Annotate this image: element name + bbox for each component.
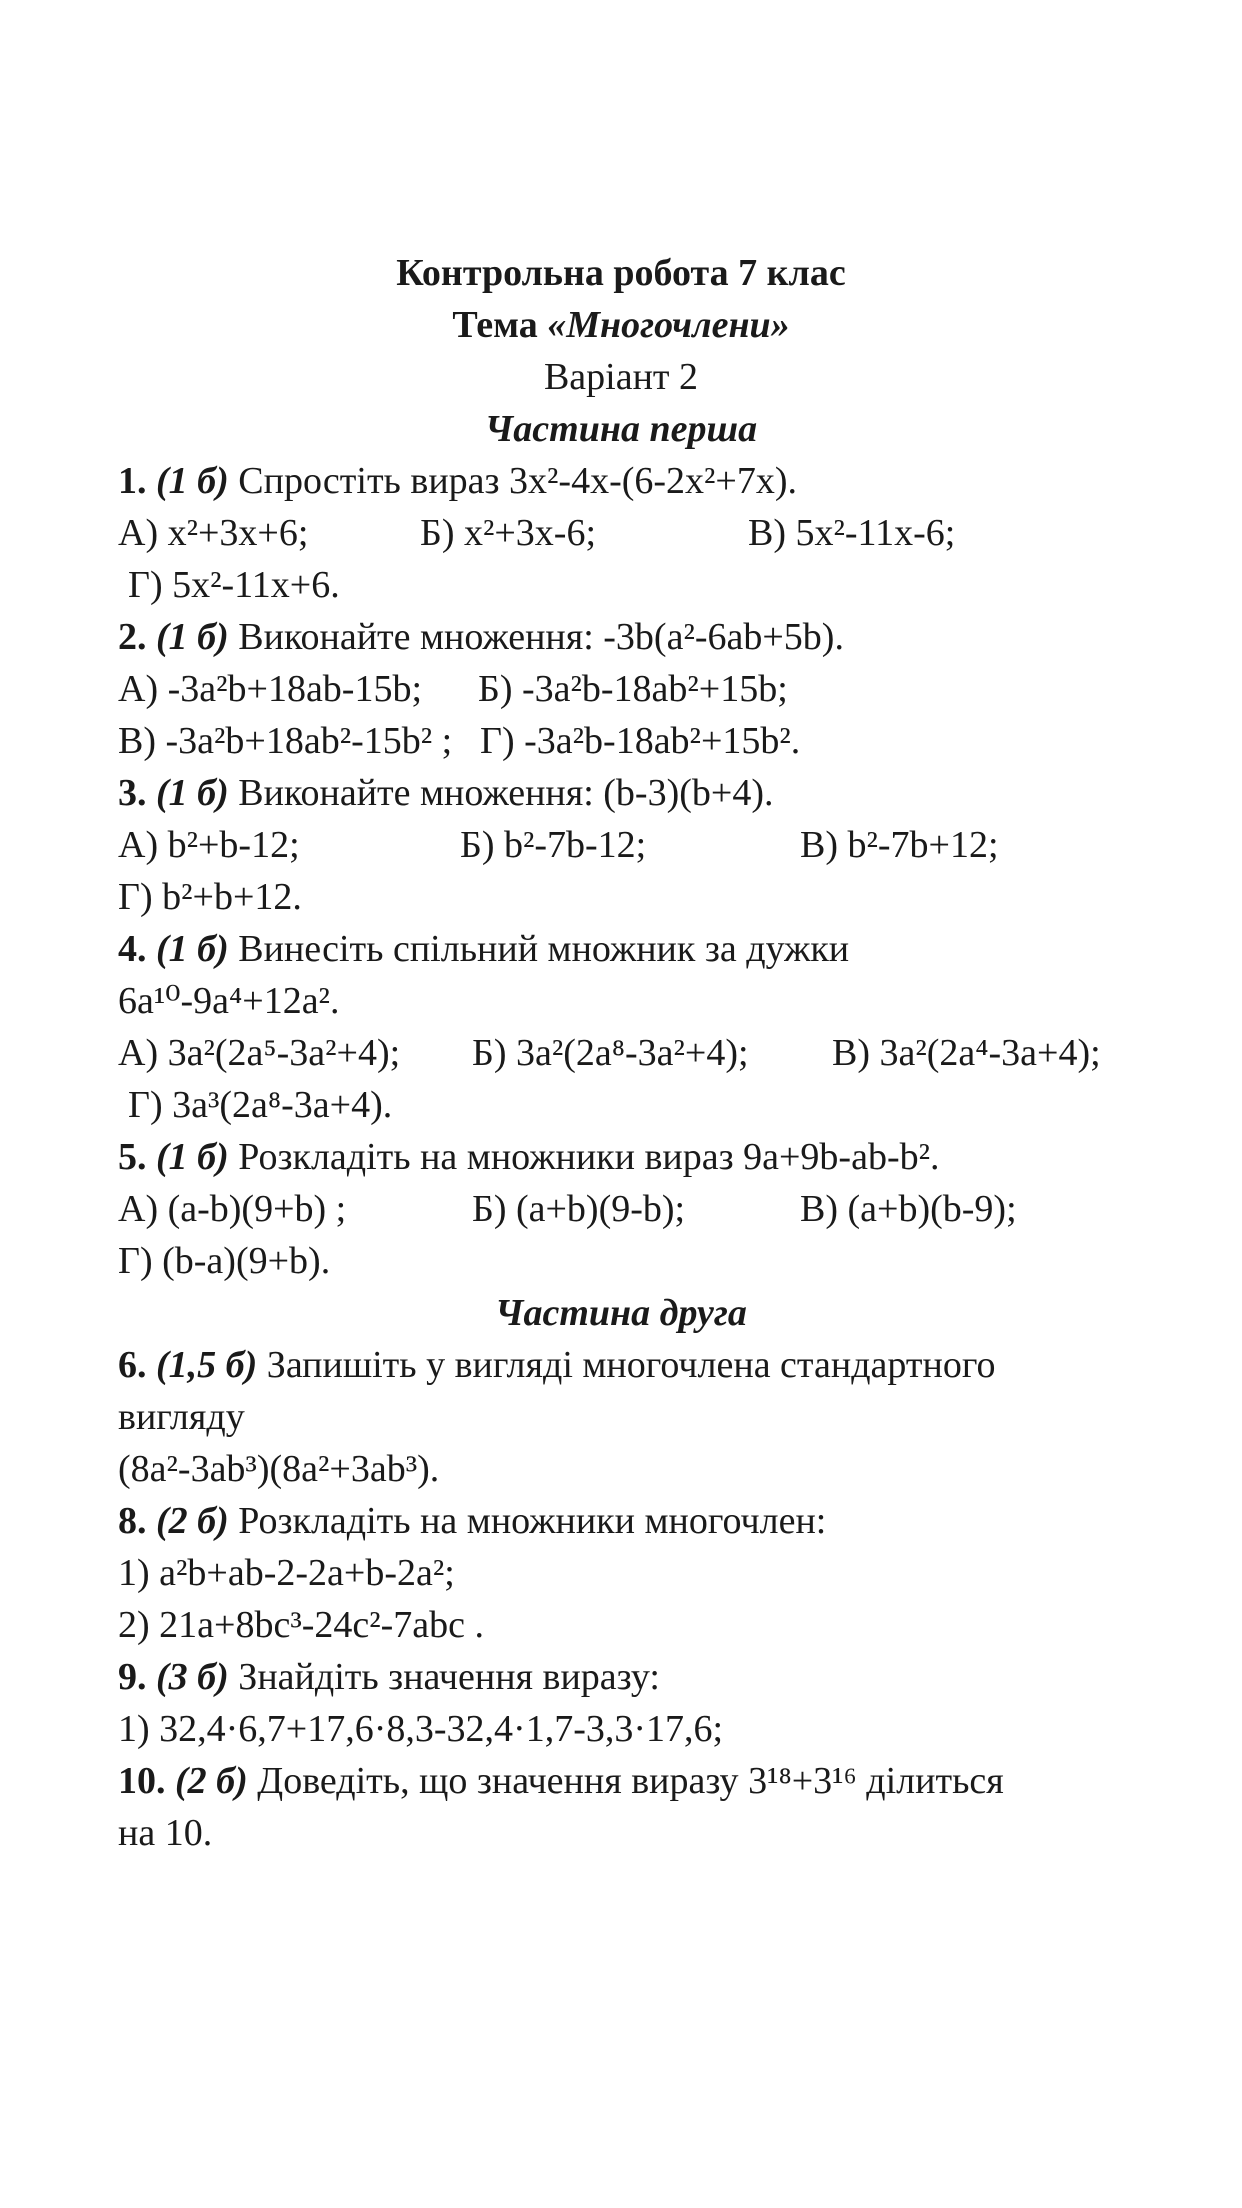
q9-statement	[118, 1654, 660, 1700]
q3-number: 3.	[118, 772, 147, 814]
q1-statement	[118, 458, 797, 504]
q5-text: Розкладіть на множники вираз	[238, 1136, 734, 1178]
q8-statement	[118, 1498, 826, 1544]
q3-option-d: Г) b²+b+12.	[118, 876, 302, 918]
q10-number: 10.	[118, 1760, 166, 1802]
q4-points: (1 б)	[156, 928, 229, 970]
q4-statement	[118, 926, 849, 972]
q10-points: (2 б)	[175, 1760, 248, 1802]
q9-points: (3 б)	[156, 1656, 229, 1698]
q10-text-continued: на 10.	[118, 1812, 213, 1854]
q9-number: 9.	[118, 1656, 147, 1698]
q2-statement	[118, 614, 844, 660]
q2-text: Виконайте множення:	[238, 616, 594, 658]
q4-option-b: Б) 3a²(2a⁸-3a²+4);	[472, 1032, 749, 1074]
q1-points: (1 б)	[156, 460, 229, 502]
q4-expression: 6a¹⁰-9a⁴+12a².	[118, 980, 340, 1022]
q2-option-c: В) -3a²b+18ab²-15b² ;	[118, 720, 453, 762]
q10-text: Доведіть, що значення виразу	[257, 1760, 739, 1802]
q6-points: (1,5 б)	[156, 1344, 258, 1386]
q3-option-a: А) b²+b-12;	[118, 824, 300, 866]
q3-option-b: Б) b²-7b-12;	[460, 824, 647, 866]
q1-option-b: Б) x²+3x-6;	[420, 512, 597, 554]
q1-number: 1.	[118, 460, 147, 502]
q8-number: 8.	[118, 1500, 147, 1542]
q8-item-2: 2) 21a+8bc³-24c²-7abc .	[118, 1604, 485, 1646]
q2-option-d: Г) -3a²b-18ab²+15b².	[480, 720, 801, 762]
q2-option-a: А) -3a²b+18ab-15b;	[118, 668, 423, 710]
q5-option-d: Г) (b-a)(9+b).	[118, 1240, 331, 1282]
q1-expression: 3x²-4x-(6-2x²+7x).	[509, 460, 798, 502]
q1-text: Спростіть вираз	[238, 460, 500, 502]
q5-points: (1 б)	[156, 1136, 229, 1178]
q1-option-c: В) 5x²-11x-6;	[748, 512, 956, 554]
q10-expression: 3¹⁸+3¹⁶	[748, 1760, 857, 1802]
part2-heading: Частина друга	[495, 1292, 747, 1334]
variant-label: Варіант 2	[543, 356, 699, 398]
q5-option-a: А) (a-b)(9+b) ;	[118, 1188, 347, 1230]
q10-statement	[118, 1758, 1004, 1804]
part1-heading: Частина перша	[484, 408, 758, 450]
q4-option-a: А) 3a²(2a⁵-3a²+4);	[118, 1032, 401, 1074]
q8-text: Розкладіть на множники многочлен:	[238, 1500, 827, 1542]
topic-name: «Многочлени»	[547, 304, 790, 346]
q10-text-end: ділиться	[866, 1760, 1004, 1802]
topic-line	[0, 302, 1242, 348]
q6-expression: (8a²-3ab³)(8a²+3ab³).	[118, 1448, 440, 1490]
q2-option-b: Б) -3a²b-18ab²+15b;	[478, 668, 788, 710]
q5-expression: 9a+9b-ab-b².	[743, 1136, 940, 1178]
q8-item-1: 1) a²b+ab-2-2a+b-2a²;	[118, 1552, 455, 1594]
q6-statement	[118, 1342, 995, 1388]
q4-option-c: В) 3a²(2a⁴-3a+4);	[832, 1032, 1101, 1074]
q5-option-b: Б) (a+b)(9-b);	[472, 1188, 686, 1230]
q2-points: (1 б)	[156, 616, 229, 658]
q3-expression: (b-3)(b+4).	[603, 772, 774, 814]
q5-option-c: В) (a+b)(b-9);	[800, 1188, 1017, 1230]
q1-option-a: А) x²+3x+6;	[118, 512, 309, 554]
q1-option-d: Г) 5x²-11x+6.	[128, 564, 340, 606]
q4-option-d: Г) 3a³(2a⁸-3a+4).	[128, 1084, 393, 1126]
q4-text: Винесіть спільний множник за дужки	[238, 928, 850, 970]
q6-text-continued: вигляду	[118, 1396, 245, 1438]
q3-points: (1 б)	[156, 772, 229, 814]
q2-number: 2.	[118, 616, 147, 658]
q8-points: (2 б)	[156, 1500, 229, 1542]
q3-text: Виконайте множення:	[238, 772, 594, 814]
q6-text: Запишіть у вигляді многочлена стандартного	[266, 1344, 996, 1386]
q9-item-1: 1) 32,4·6,7+17,6·8,3-32,4·1,7-3,3·17,6;	[118, 1708, 724, 1750]
q5-number: 5.	[118, 1136, 147, 1178]
q9-text: Знайдіть значення виразу:	[238, 1656, 660, 1698]
q2-expression: -3b(a²-6ab+5b).	[603, 616, 844, 658]
q3-option-c: В) b²-7b+12;	[800, 824, 999, 866]
q5-statement	[118, 1134, 940, 1180]
topic-label: Тема	[452, 304, 538, 346]
q4-number: 4.	[118, 928, 147, 970]
q3-statement	[118, 770, 773, 816]
worksheet-title: Контрольна робота 7 клас	[396, 252, 846, 294]
q6-number: 6.	[118, 1344, 147, 1386]
